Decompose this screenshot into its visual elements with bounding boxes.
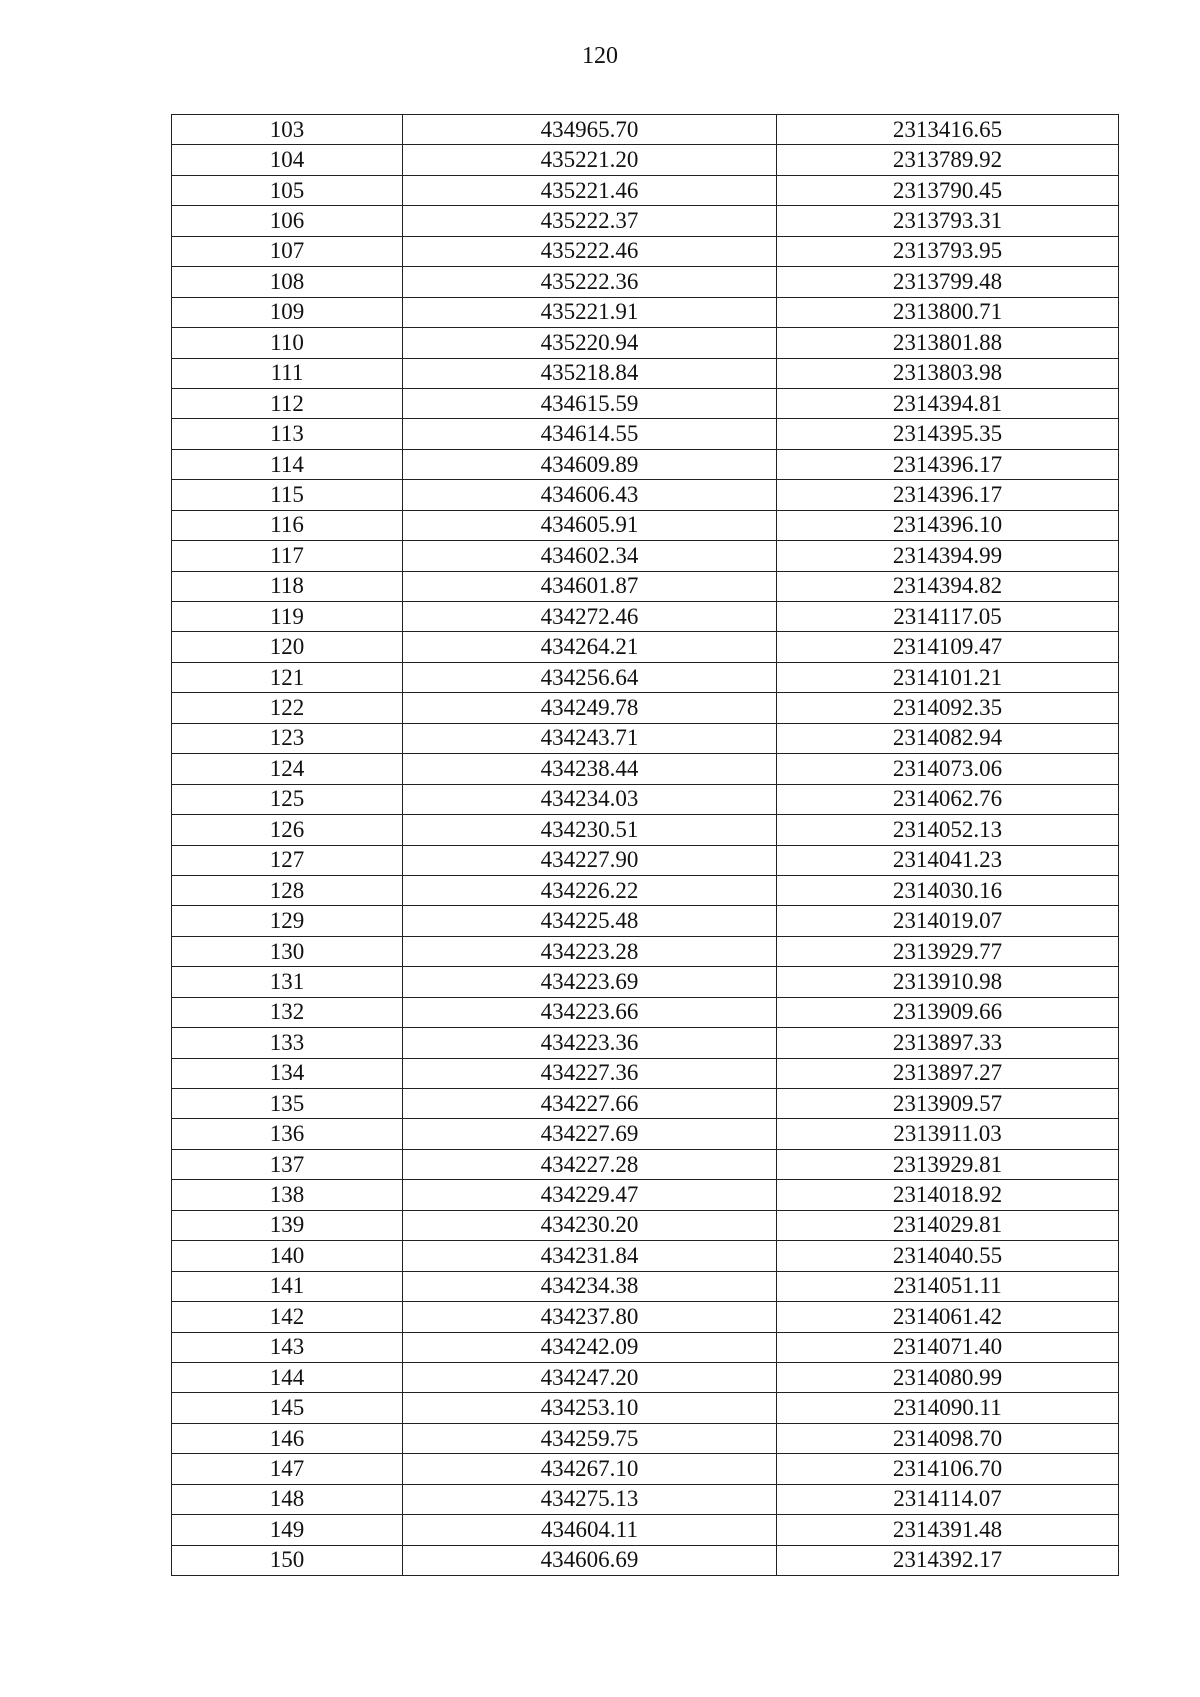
- x-coordinate-cell: 434256.64: [403, 662, 777, 692]
- table-row: [172, 815, 1119, 845]
- y-coordinate-cell: 2313897.27: [777, 1058, 1119, 1088]
- table-row: [172, 1484, 1119, 1514]
- x-coordinate-cell: 434227.28: [403, 1149, 777, 1179]
- table-row: [172, 297, 1119, 327]
- x-coordinate-cell: 434230.51: [403, 815, 777, 845]
- point-number-cell: 147: [172, 1454, 403, 1484]
- point-number-cell: 126: [172, 815, 403, 845]
- x-coordinate-cell: 434230.20: [403, 1210, 777, 1240]
- y-coordinate-cell: 2314109.47: [777, 632, 1119, 662]
- y-coordinate-cell: 2313793.95: [777, 236, 1119, 266]
- table-row: [172, 1271, 1119, 1301]
- table-row: [172, 358, 1119, 388]
- table-row: [172, 997, 1119, 1027]
- table-row: [172, 1241, 1119, 1271]
- x-coordinate-cell: 434601.87: [403, 571, 777, 601]
- table-row: [172, 693, 1119, 723]
- point-number-cell: 140: [172, 1241, 403, 1271]
- y-coordinate-cell: 2314396.17: [777, 449, 1119, 479]
- x-coordinate-cell: 434264.21: [403, 632, 777, 662]
- table-row: [172, 145, 1119, 175]
- point-number-cell: 116: [172, 510, 403, 540]
- y-coordinate-cell: 2313793.31: [777, 206, 1119, 236]
- point-number-cell: 124: [172, 754, 403, 784]
- point-number-cell: 146: [172, 1423, 403, 1453]
- table-row: [172, 1058, 1119, 1088]
- x-coordinate-cell: 434226.22: [403, 875, 777, 905]
- table-row: [172, 1210, 1119, 1240]
- x-coordinate-cell: 434267.10: [403, 1454, 777, 1484]
- table-row: [172, 510, 1119, 540]
- point-number-cell: 114: [172, 449, 403, 479]
- x-coordinate-cell: 434227.90: [403, 845, 777, 875]
- table-row: [172, 328, 1119, 358]
- point-number-cell: 121: [172, 662, 403, 692]
- table-row: [172, 480, 1119, 510]
- point-number-cell: 127: [172, 845, 403, 875]
- x-coordinate-cell: 434965.70: [403, 115, 777, 145]
- x-coordinate-cell: 434223.66: [403, 997, 777, 1027]
- y-coordinate-cell: 2314019.07: [777, 906, 1119, 936]
- point-number-cell: 138: [172, 1180, 403, 1210]
- table-row: [172, 388, 1119, 418]
- table-row: [172, 1362, 1119, 1392]
- y-coordinate-cell: 2314071.40: [777, 1332, 1119, 1362]
- y-coordinate-cell: 2313909.57: [777, 1089, 1119, 1119]
- y-coordinate-cell: 2314092.35: [777, 693, 1119, 723]
- y-coordinate-cell: 2313789.92: [777, 145, 1119, 175]
- point-number-cell: 109: [172, 297, 403, 327]
- table-row: [172, 175, 1119, 205]
- table-row: [172, 267, 1119, 297]
- point-number-cell: 105: [172, 175, 403, 205]
- point-number-cell: 137: [172, 1149, 403, 1179]
- y-coordinate-cell: 2314391.48: [777, 1515, 1119, 1545]
- x-coordinate-cell: 435218.84: [403, 358, 777, 388]
- point-number-cell: 142: [172, 1302, 403, 1332]
- x-coordinate-cell: 434609.89: [403, 449, 777, 479]
- y-coordinate-cell: 2314082.94: [777, 723, 1119, 753]
- x-coordinate-cell: 434243.71: [403, 723, 777, 753]
- point-number-cell: 130: [172, 936, 403, 966]
- y-coordinate-cell: 2314052.13: [777, 815, 1119, 845]
- y-coordinate-cell: 2313929.81: [777, 1149, 1119, 1179]
- y-coordinate-cell: 2314061.42: [777, 1302, 1119, 1332]
- y-coordinate-cell: 2314101.21: [777, 662, 1119, 692]
- point-number-cell: 135: [172, 1089, 403, 1119]
- point-number-cell: 110: [172, 328, 403, 358]
- x-coordinate-cell: 434223.36: [403, 1028, 777, 1058]
- point-number-cell: 141: [172, 1271, 403, 1301]
- point-number-cell: 118: [172, 571, 403, 601]
- x-coordinate-cell: 435222.36: [403, 267, 777, 297]
- point-number-cell: 129: [172, 906, 403, 936]
- x-coordinate-cell: 434606.43: [403, 480, 777, 510]
- point-number-cell: 149: [172, 1515, 403, 1545]
- point-number-cell: 139: [172, 1210, 403, 1240]
- x-coordinate-cell: 434275.13: [403, 1484, 777, 1514]
- point-number-cell: 123: [172, 723, 403, 753]
- y-coordinate-cell: 2313803.98: [777, 358, 1119, 388]
- x-coordinate-cell: 434229.47: [403, 1180, 777, 1210]
- table-row: [172, 1393, 1119, 1423]
- point-number-cell: 117: [172, 541, 403, 571]
- y-coordinate-cell: 2314394.99: [777, 541, 1119, 571]
- y-coordinate-cell: 2314098.70: [777, 1423, 1119, 1453]
- point-number-cell: 111: [172, 358, 403, 388]
- table-row: [172, 967, 1119, 997]
- y-coordinate-cell: 2313910.98: [777, 967, 1119, 997]
- y-coordinate-cell: 2313416.65: [777, 115, 1119, 145]
- point-number-cell: 150: [172, 1545, 403, 1575]
- y-coordinate-cell: 2314062.76: [777, 784, 1119, 814]
- table-row: [172, 1149, 1119, 1179]
- point-number-cell: 131: [172, 967, 403, 997]
- y-coordinate-cell: 2314040.55: [777, 1241, 1119, 1271]
- x-coordinate-cell: 434242.09: [403, 1332, 777, 1362]
- y-coordinate-cell: 2314395.35: [777, 419, 1119, 449]
- y-coordinate-cell: 2313911.03: [777, 1119, 1119, 1149]
- x-coordinate-cell: 435221.46: [403, 175, 777, 205]
- x-coordinate-cell: 434249.78: [403, 693, 777, 723]
- y-coordinate-cell: 2314018.92: [777, 1180, 1119, 1210]
- point-number-cell: 104: [172, 145, 403, 175]
- point-number-cell: 133: [172, 1028, 403, 1058]
- x-coordinate-cell: 434602.34: [403, 541, 777, 571]
- y-coordinate-cell: 2314041.23: [777, 845, 1119, 875]
- point-number-cell: 120: [172, 632, 403, 662]
- y-coordinate-cell: 2314073.06: [777, 754, 1119, 784]
- point-number-cell: 115: [172, 480, 403, 510]
- x-coordinate-cell: 435222.46: [403, 236, 777, 266]
- point-number-cell: 106: [172, 206, 403, 236]
- coordinates-table-body: [172, 115, 1119, 1576]
- y-coordinate-cell: 2314051.11: [777, 1271, 1119, 1301]
- y-coordinate-cell: 2314029.81: [777, 1210, 1119, 1240]
- table-row: [172, 449, 1119, 479]
- y-coordinate-cell: 2313801.88: [777, 328, 1119, 358]
- x-coordinate-cell: 434223.28: [403, 936, 777, 966]
- x-coordinate-cell: 434225.48: [403, 906, 777, 936]
- table-row: [172, 1302, 1119, 1332]
- x-coordinate-cell: 434259.75: [403, 1423, 777, 1453]
- y-coordinate-cell: 2314394.81: [777, 388, 1119, 418]
- y-coordinate-cell: 2313800.71: [777, 297, 1119, 327]
- table-row: [172, 662, 1119, 692]
- x-coordinate-cell: 435221.20: [403, 145, 777, 175]
- table-row: [172, 236, 1119, 266]
- y-coordinate-cell: 2314394.82: [777, 571, 1119, 601]
- point-number-cell: 107: [172, 236, 403, 266]
- point-number-cell: 125: [172, 784, 403, 814]
- table-row: [172, 1332, 1119, 1362]
- y-coordinate-cell: 2313929.77: [777, 936, 1119, 966]
- coordinates-table: [171, 114, 1119, 1576]
- point-number-cell: 134: [172, 1058, 403, 1088]
- x-coordinate-cell: 434234.03: [403, 784, 777, 814]
- point-number-cell: 132: [172, 997, 403, 1027]
- table-row: [172, 1423, 1119, 1453]
- x-coordinate-cell: 435220.94: [403, 328, 777, 358]
- table-row: [172, 419, 1119, 449]
- y-coordinate-cell: 2313897.33: [777, 1028, 1119, 1058]
- y-coordinate-cell: 2314117.05: [777, 602, 1119, 632]
- point-number-cell: 113: [172, 419, 403, 449]
- x-coordinate-cell: 434231.84: [403, 1241, 777, 1271]
- y-coordinate-cell: 2314396.17: [777, 480, 1119, 510]
- table-row: [172, 1515, 1119, 1545]
- point-number-cell: 128: [172, 875, 403, 905]
- point-number-cell: 119: [172, 602, 403, 632]
- x-coordinate-cell: 435221.91: [403, 297, 777, 327]
- y-coordinate-cell: 2314090.11: [777, 1393, 1119, 1423]
- x-coordinate-cell: 434605.91: [403, 510, 777, 540]
- point-number-cell: 122: [172, 693, 403, 723]
- table-row: [172, 845, 1119, 875]
- table-row: [172, 1119, 1119, 1149]
- y-coordinate-cell: 2313799.48: [777, 267, 1119, 297]
- x-coordinate-cell: 434614.55: [403, 419, 777, 449]
- y-coordinate-cell: 2314106.70: [777, 1454, 1119, 1484]
- table-row: [172, 541, 1119, 571]
- x-coordinate-cell: 434247.20: [403, 1362, 777, 1392]
- table-row: [172, 602, 1119, 632]
- x-coordinate-cell: 434272.46: [403, 602, 777, 632]
- point-number-cell: 145: [172, 1393, 403, 1423]
- x-coordinate-cell: 434606.69: [403, 1545, 777, 1575]
- x-coordinate-cell: 434227.66: [403, 1089, 777, 1119]
- table-row: [172, 1545, 1119, 1575]
- x-coordinate-cell: 434234.38: [403, 1271, 777, 1301]
- y-coordinate-cell: 2314392.17: [777, 1545, 1119, 1575]
- x-coordinate-cell: 434604.11: [403, 1515, 777, 1545]
- table-row: [172, 1089, 1119, 1119]
- table-row: [172, 1180, 1119, 1210]
- page-number: 120: [582, 43, 618, 69]
- point-number-cell: 108: [172, 267, 403, 297]
- y-coordinate-cell: 2313909.66: [777, 997, 1119, 1027]
- point-number-cell: 136: [172, 1119, 403, 1149]
- y-coordinate-cell: 2314030.16: [777, 875, 1119, 905]
- x-coordinate-cell: 434253.10: [403, 1393, 777, 1423]
- x-coordinate-cell: 434615.59: [403, 388, 777, 418]
- table-row: [172, 632, 1119, 662]
- table-row: [172, 1454, 1119, 1484]
- x-coordinate-cell: 434227.69: [403, 1119, 777, 1149]
- y-coordinate-cell: 2314114.07: [777, 1484, 1119, 1514]
- x-coordinate-cell: 435222.37: [403, 206, 777, 236]
- table-row: [172, 206, 1119, 236]
- table-row: [172, 1028, 1119, 1058]
- x-coordinate-cell: 434227.36: [403, 1058, 777, 1088]
- table-row: [172, 115, 1119, 145]
- table-row: [172, 754, 1119, 784]
- y-coordinate-cell: 2313790.45: [777, 175, 1119, 205]
- point-number-cell: 144: [172, 1362, 403, 1392]
- table-row: [172, 571, 1119, 601]
- point-number-cell: 103: [172, 115, 403, 145]
- table-row: [172, 723, 1119, 753]
- y-coordinate-cell: 2314080.99: [777, 1362, 1119, 1392]
- x-coordinate-cell: 434238.44: [403, 754, 777, 784]
- x-coordinate-cell: 434237.80: [403, 1302, 777, 1332]
- table-row: [172, 784, 1119, 814]
- point-number-cell: 143: [172, 1332, 403, 1362]
- table-row: [172, 906, 1119, 936]
- x-coordinate-cell: 434223.69: [403, 967, 777, 997]
- point-number-cell: 148: [172, 1484, 403, 1514]
- point-number-cell: 112: [172, 388, 403, 418]
- table-row: [172, 875, 1119, 905]
- y-coordinate-cell: 2314396.10: [777, 510, 1119, 540]
- table-row: [172, 936, 1119, 966]
